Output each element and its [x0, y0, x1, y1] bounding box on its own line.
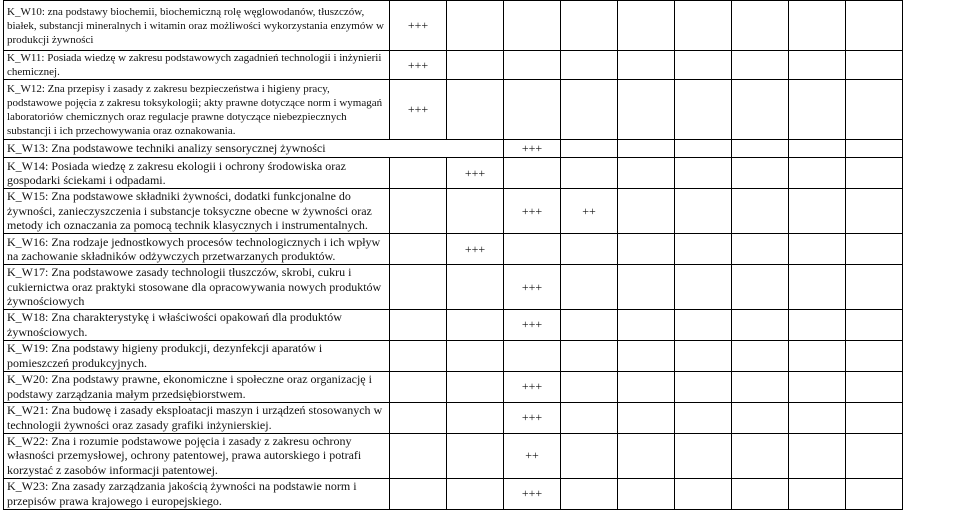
mark-cell: +++ — [390, 51, 447, 80]
table-row — [4, 340, 903, 371]
learning-outcomes-table — [3, 0, 903, 510]
mark-cell: +++ — [447, 234, 504, 265]
mark-cell: +++ — [504, 309, 561, 340]
mark-cell: +++ — [504, 371, 561, 402]
outcome-description: K_W23: Zna zasady zarządzania jakością żywności na podstawie norm i przepisów prawa krajowego i europejskiego. — [4, 478, 390, 509]
table-row — [4, 309, 903, 340]
mark-cell: ++ — [561, 189, 618, 234]
mark-cell: +++ — [390, 80, 447, 140]
table-row — [4, 371, 903, 402]
outcome-description: K_W17: Zna podstawowe zasady technologii tłuszczów, skrobi, cukru i cukiernictwa oraz praktyki stosowane dla opracowywania nowych produktów żywnościowych — [4, 265, 390, 310]
outcome-description: K_W12: Zna przepisy i zasady z zakresu bezpieczeństwa i higieny pracy, podstawowe pojęcia z zakresu toksykologii; akty prawne dotyczące norm i wymagań laboratoriów chemicznych oraz regulacje prawne dotyczące niebezpiecznych substancji i ich przechowywania oraz oznakowania. — [4, 80, 390, 140]
table-row — [4, 189, 903, 234]
table-row — [4, 433, 903, 478]
outcome-description: K_W16: Zna rodzaje jednostkowych procesów technologicznych i ich wpływ na zachowanie składników odżywczych przetwarzanych produktów. — [4, 234, 390, 265]
table-row — [4, 140, 903, 158]
table-row — [4, 51, 903, 80]
mark-cell: +++ — [504, 402, 561, 433]
outcome-description: K_W11: Posiada wiedzę w zakresu podstawowych zagadnień technologii i inżynierii chemicznej. — [4, 51, 390, 80]
outcome-description: K_W10: zna podstawy biochemii, biochemiczną rolę węglowodanów, tłuszczów, białek, substancji mineralnych i witamin oraz możliwości wykorzystania enzymów w produkcji żywności — [4, 1, 390, 51]
table-row — [4, 265, 903, 310]
outcome-description: K_W22: Zna i rozumie podstawowe pojęcia i zasady z zakresu ochrony własności przemysłowej, ochrony patentowej, prawa autorskiego i potrafi korzystać z zasobów informacji patentowej. — [4, 433, 390, 478]
mark-cell: +++ — [504, 478, 561, 509]
mark-cell: +++ — [504, 265, 561, 310]
outcome-description: K_W20: Zna podstawy prawne, ekonomiczne i społeczne oraz organizację i podstawy zarządzania małym przedsiębiorstwem. — [4, 371, 390, 402]
table-row — [4, 80, 903, 140]
outcome-description: K_W19: Zna podstawy higieny produkcji, dezynfekcji aparatów i pomieszczeń produkcyjnych. — [4, 340, 390, 371]
table-row — [4, 158, 903, 189]
mark-cell: +++ — [447, 158, 504, 189]
mark-cell: +++ — [504, 189, 561, 234]
table-row — [4, 1, 903, 51]
mark-cell: +++ — [504, 140, 561, 158]
table-row — [4, 402, 903, 433]
outcome-description: K_W21: Zna budowę i zasady eksploatacji maszyn i urządzeń stosowanych w technologii żywności oraz zasady grafiki inżynierskiej. — [4, 402, 390, 433]
outcome-description: K_W13: Zna podstawowe techniki analizy sensorycznej żywności — [4, 140, 504, 158]
mark-cell: ++ — [504, 433, 561, 478]
outcome-description: K_W14: Posiada wiedzę z zakresu ekologii i ochrony środowiska oraz gospodarki ściekami i odpadami. — [4, 158, 390, 189]
table-row — [4, 234, 903, 265]
mark-cell: +++ — [390, 1, 447, 51]
table-row — [4, 478, 903, 509]
outcome-description: K_W15: Zna podstawowe składniki żywności, dodatki funkcjonalne do żywności, zanieczyszczenia i substancje toksyczne obecne w żywności oraz metody ich oznaczania za pomocą technik klasycznych i instrumentalnych. — [4, 189, 390, 234]
outcome-description: K_W18: Zna charakterystykę i właściwości opakowań dla produktów żywnościowych. — [4, 309, 390, 340]
